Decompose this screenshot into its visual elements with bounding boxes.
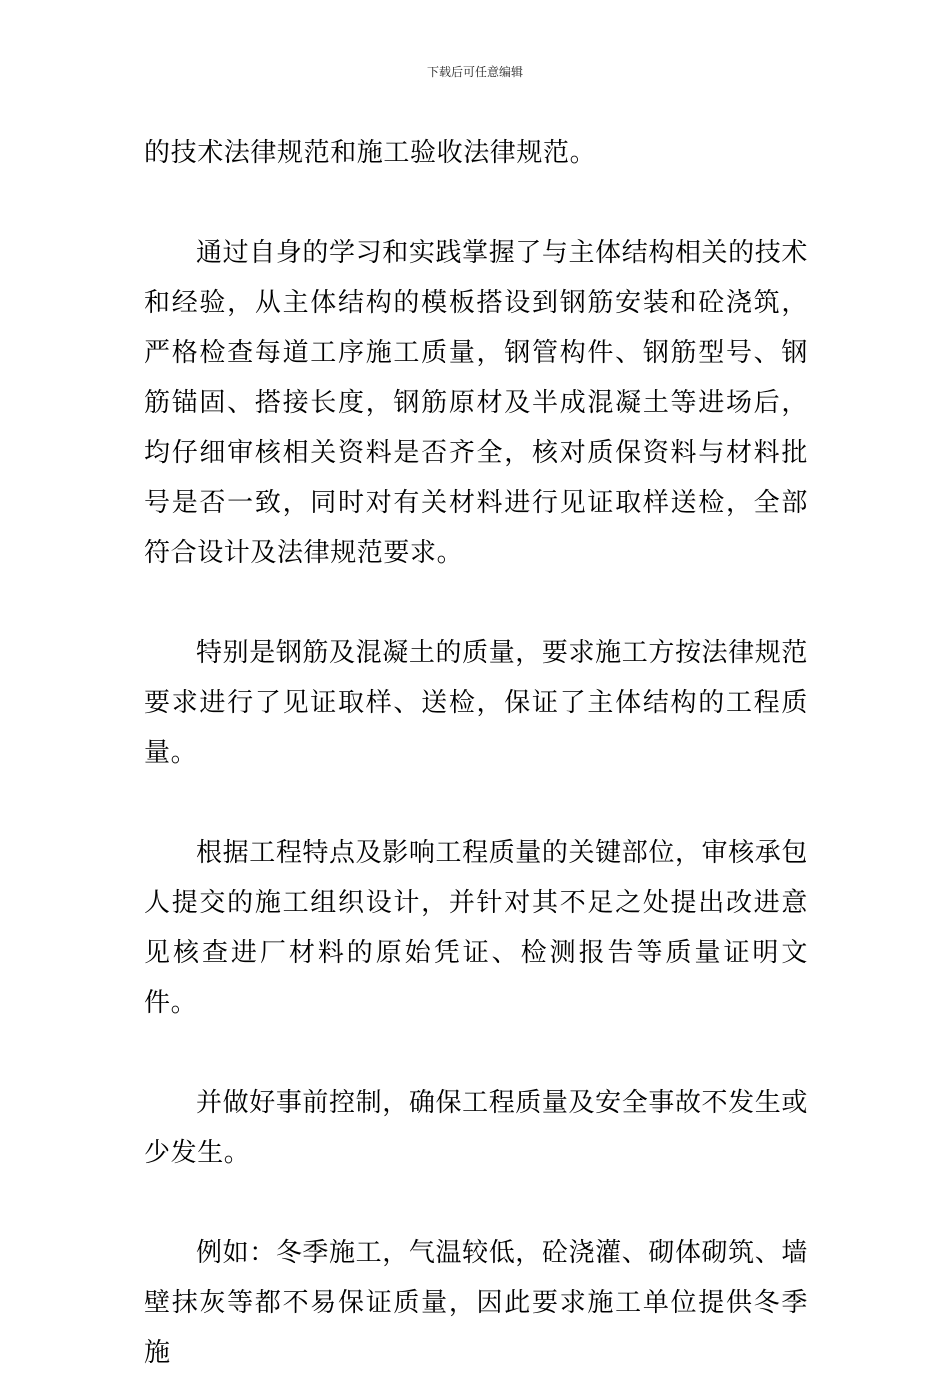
paragraph: 根据工程特点及影响工程质量的关键部位，审核承包人提交的施工组织设计，并针对其不足之处提出改进意见核查进厂材料的原始凭证、检测报告等质量证明文件。 bbox=[144, 838, 808, 1018]
paragraph: 特别是钢筋及混凝土的质量，要求施工方按法律规范要求进行了见证取样、送检，保证了主体结构的工程质量。 bbox=[144, 638, 808, 768]
paragraph-gap bbox=[144, 1178, 808, 1228]
paragraph: 通过自身的学习和实践掌握了与主体结构相关的技术和经验，从主体结构的模板搭设到钢筋安装和砼浇筑，严格检查每道工序施工质量，钢管构件、钢筋型号、钢筋锚固、搭接长度，钢筋原材及半成混凝土等进场后，均仔细审核相关资料是否齐全，核对质保资料与材料批号是否一致，同时对有关材料进行见证取样送检，全部符合设计及法律规范要求。 bbox=[144, 238, 808, 568]
paragraph-gap bbox=[144, 178, 808, 228]
paragraph-gap bbox=[144, 1028, 808, 1078]
document-body bbox=[144, 128, 808, 1378]
paragraph: 并做好事前控制，确保工程质量及安全事故不发生或少发生。 bbox=[144, 1088, 808, 1168]
paragraph-gap bbox=[144, 578, 808, 628]
paragraph: 例如：冬季施工，气温较低，砼浇灌、砌体砌筑、墙壁抹灰等都不易保证质量，因此要求施工单位提供冬季施 bbox=[144, 1238, 808, 1368]
paragraph-continuation: 的技术法律规范和施工验收法律规范。 bbox=[144, 138, 597, 168]
paragraph-gap bbox=[144, 778, 808, 828]
header-note: 下载后可任意编辑 bbox=[426, 65, 523, 79]
